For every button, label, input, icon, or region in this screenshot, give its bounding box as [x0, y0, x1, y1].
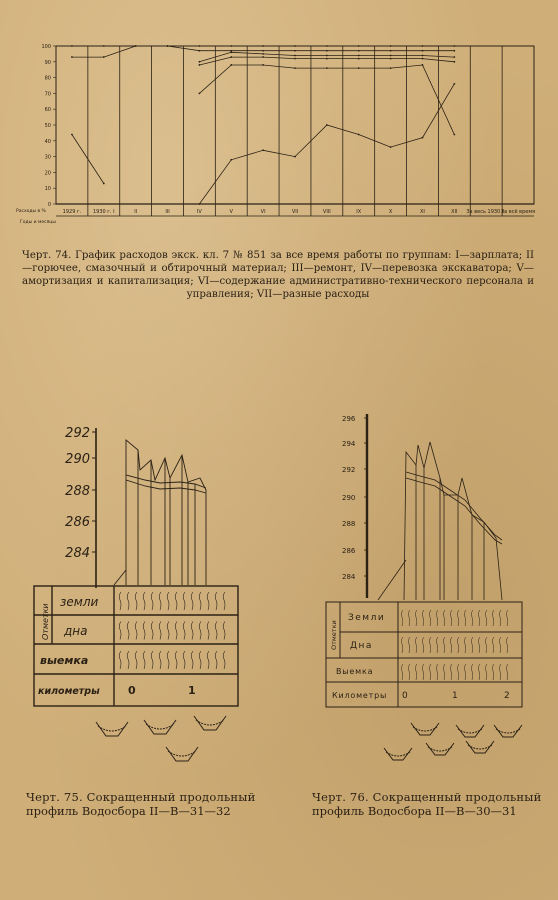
scribbled-value — [436, 664, 438, 680]
scribbled-value — [422, 664, 424, 680]
y-tick-label: 284 — [65, 546, 90, 561]
km-2: 2 — [504, 691, 510, 701]
km-0: 0 — [128, 684, 136, 697]
scribbled-value — [223, 592, 225, 610]
caption-line-2: профиль Водосбора II—В—31—32 — [26, 804, 231, 818]
scribbled-value — [223, 622, 225, 640]
scribbled-value — [215, 651, 217, 669]
figure-76-profile — [320, 410, 535, 780]
scribbled-value — [443, 610, 445, 626]
scribbled-value — [175, 592, 177, 610]
cross-section — [426, 743, 454, 755]
scribbled-value — [167, 651, 169, 669]
scribbled-value — [191, 622, 193, 640]
y-tick-label: 292 — [342, 466, 356, 474]
scribbled-value — [175, 651, 177, 669]
scribbled-value — [215, 592, 217, 610]
y-tick-label: 70 — [44, 91, 51, 98]
column-label: III — [165, 209, 170, 215]
y-tick-label: 292 — [65, 426, 90, 441]
scribbled-value — [471, 637, 473, 653]
scribbled-value — [464, 664, 466, 680]
scribbled-value — [127, 622, 129, 640]
figure-74-caption: Черт. 74. График расходов экск. кл. 7 № 851 за все время работы по группам: I—зарплата; II—горючее, смазочный и обтирочный материал; III—ремонт, IV—перевозка экскаватора; V—амортизация и капитализация; VI—содержание административно-технического персонала и управления; VII—разные расходы — [22, 250, 534, 300]
cross-section — [456, 725, 484, 737]
y-tick-label: 290 — [342, 494, 356, 502]
scribbled-value — [159, 592, 161, 610]
column-label: IX — [356, 209, 362, 215]
column-label: IV — [196, 209, 202, 215]
scribbled-value — [450, 610, 452, 626]
y-tick-label: 286 — [65, 515, 90, 530]
cross-section — [411, 723, 439, 735]
scribbled-value — [408, 664, 410, 680]
cross-section — [166, 747, 198, 761]
caption-line-1: Черт. 76. Сокращенный продольный — [312, 790, 542, 804]
scribbled-value — [492, 610, 494, 626]
scribbled-value — [408, 610, 410, 626]
y-tick-label: 294 — [342, 440, 356, 448]
series-line — [72, 52, 454, 183]
series-line — [199, 65, 454, 135]
column-label: VIII — [322, 209, 331, 215]
scribbled-value — [199, 592, 201, 610]
scribbled-value — [151, 651, 153, 669]
scribbled-value — [429, 664, 431, 680]
scribbled-value — [485, 637, 487, 653]
scribbled-value — [506, 610, 508, 626]
km-0: 0 — [402, 691, 408, 701]
scribbled-value — [436, 610, 438, 626]
column-label: II — [134, 209, 138, 215]
scribbled-value — [443, 637, 445, 653]
column-label: VI — [260, 209, 266, 215]
y-tick-label: 60 — [44, 107, 51, 114]
caption-line-2: профиль Водосбора II—В—30—31 — [312, 804, 517, 818]
scribbled-value — [422, 637, 424, 653]
series-line — [199, 57, 454, 65]
scribbled-value — [215, 622, 217, 640]
axis-corner-top: Расходы в % — [16, 209, 46, 214]
scribbled-value — [485, 610, 487, 626]
scribbled-value — [499, 664, 501, 680]
scribbled-value — [207, 651, 209, 669]
series-line — [199, 84, 454, 204]
scribbled-value — [151, 622, 153, 640]
scribbled-value — [119, 622, 121, 640]
column-label: VII — [291, 209, 299, 215]
scribbled-value — [401, 664, 403, 680]
cross-section — [194, 716, 226, 730]
row-label-vyemka: Выемка — [336, 667, 374, 676]
scribbled-value — [159, 651, 161, 669]
y-tick-label: 288 — [65, 484, 90, 499]
scribbled-value — [457, 610, 459, 626]
y-tick-label: 290 — [65, 452, 90, 467]
scribbled-value — [143, 622, 145, 640]
scribbled-value — [401, 637, 403, 653]
column-label: 1930 г. I — [92, 209, 115, 215]
cross-section — [96, 722, 128, 736]
scribbled-value — [151, 592, 153, 610]
scribbled-value — [183, 592, 185, 610]
scribbled-value — [471, 610, 473, 626]
column-label: За весь 1930 г. — [466, 209, 507, 215]
y-tick-label: 50 — [44, 123, 51, 129]
km-1: 1 — [452, 691, 458, 701]
scribbled-value — [167, 622, 169, 640]
scribbled-value — [135, 592, 137, 610]
scribbled-value — [143, 592, 145, 610]
scribbled-value — [207, 592, 209, 610]
column-label: XII — [451, 209, 458, 215]
scribbled-value — [422, 610, 424, 626]
scribbled-value — [415, 664, 417, 680]
cross-section — [494, 725, 522, 737]
figure-74-chart — [14, 40, 539, 230]
scribbled-value — [167, 592, 169, 610]
scribbled-value — [183, 651, 185, 669]
column-label: 1929 г. — [62, 209, 82, 215]
scribbled-value — [478, 637, 480, 653]
scribbled-value — [485, 664, 487, 680]
scribbled-value — [429, 637, 431, 653]
km-1: 1 — [188, 684, 196, 697]
caption-line-1: Черт. 75. Сокращенный продольный — [26, 790, 256, 804]
scribbled-value — [478, 664, 480, 680]
scribbled-value — [199, 651, 201, 669]
cross-section — [144, 720, 176, 734]
scribbled-value — [450, 664, 452, 680]
y-tick-label: 90 — [44, 59, 51, 66]
column-label: XI — [420, 209, 425, 215]
y-tick-label: 80 — [44, 75, 51, 82]
scribbled-value — [478, 610, 480, 626]
scribbled-value — [119, 651, 121, 669]
y-tick-label: 296 — [342, 415, 356, 423]
scribbled-value — [429, 610, 431, 626]
row-label-zemli: земли — [60, 595, 99, 609]
scribbled-value — [408, 637, 410, 653]
scribbled-value — [499, 637, 501, 653]
scribbled-value — [457, 664, 459, 680]
scribbled-value — [401, 610, 403, 626]
scribbled-value — [436, 637, 438, 653]
scribbled-value — [143, 651, 145, 669]
scribbled-value — [492, 664, 494, 680]
y-tick-label: 286 — [342, 547, 356, 555]
scribbled-value — [415, 610, 417, 626]
y-tick-label: 30 — [44, 154, 51, 161]
column-label: V — [229, 209, 233, 215]
y-tick-label: 288 — [342, 520, 356, 528]
y-tick-label: 0 — [47, 202, 51, 208]
scribbled-value — [223, 651, 225, 669]
figure-76-caption — [312, 790, 542, 818]
scribbled-value — [415, 637, 417, 653]
scribbled-value — [191, 592, 193, 610]
row-label-vyemka: выемка — [40, 654, 89, 667]
cross-section — [384, 748, 412, 760]
scribbled-value — [127, 651, 129, 669]
row-label-kilometry: километры — [38, 686, 100, 697]
scribbled-value — [443, 664, 445, 680]
figure-75-caption — [26, 790, 256, 818]
column-label: X — [388, 209, 393, 215]
scribbled-value — [464, 610, 466, 626]
scribbled-value — [499, 610, 501, 626]
y-tick-label: 20 — [44, 170, 51, 177]
scribbled-value — [506, 664, 508, 680]
row-label-kilometry: Километры — [332, 691, 388, 700]
scribbled-value — [191, 651, 193, 669]
row-label-dna: Дна — [350, 641, 373, 651]
scribbled-value — [175, 622, 177, 640]
row-label-zemli: Земли — [348, 613, 386, 623]
y-tick-label: 100 — [41, 44, 51, 50]
column-label: За всё время — [500, 209, 536, 215]
scribbled-value — [471, 664, 473, 680]
scribbled-value — [450, 637, 452, 653]
chart-frame — [56, 46, 534, 204]
scribbled-value — [506, 637, 508, 653]
scribbled-value — [159, 622, 161, 640]
scribbled-value — [492, 637, 494, 653]
scribbled-value — [464, 637, 466, 653]
side-label: Отметки — [330, 620, 338, 650]
figure-75-profile — [20, 420, 260, 780]
scribbled-value — [135, 651, 137, 669]
scribbled-value — [207, 622, 209, 640]
row-label-dna: дна — [64, 624, 88, 638]
y-tick-label: 10 — [44, 186, 51, 193]
scribbled-value — [135, 622, 137, 640]
scribbled-value — [119, 592, 121, 610]
cross-section — [466, 741, 494, 753]
scribbled-value — [199, 622, 201, 640]
y-tick-label: 284 — [342, 573, 356, 581]
side-label: Отметки — [41, 603, 50, 640]
axis-corner-bottom: Годы и месяцы — [20, 220, 56, 225]
scribbled-value — [183, 622, 185, 640]
scribbled-value — [127, 592, 129, 610]
y-tick-label: 40 — [44, 138, 51, 145]
scribbled-value — [457, 637, 459, 653]
